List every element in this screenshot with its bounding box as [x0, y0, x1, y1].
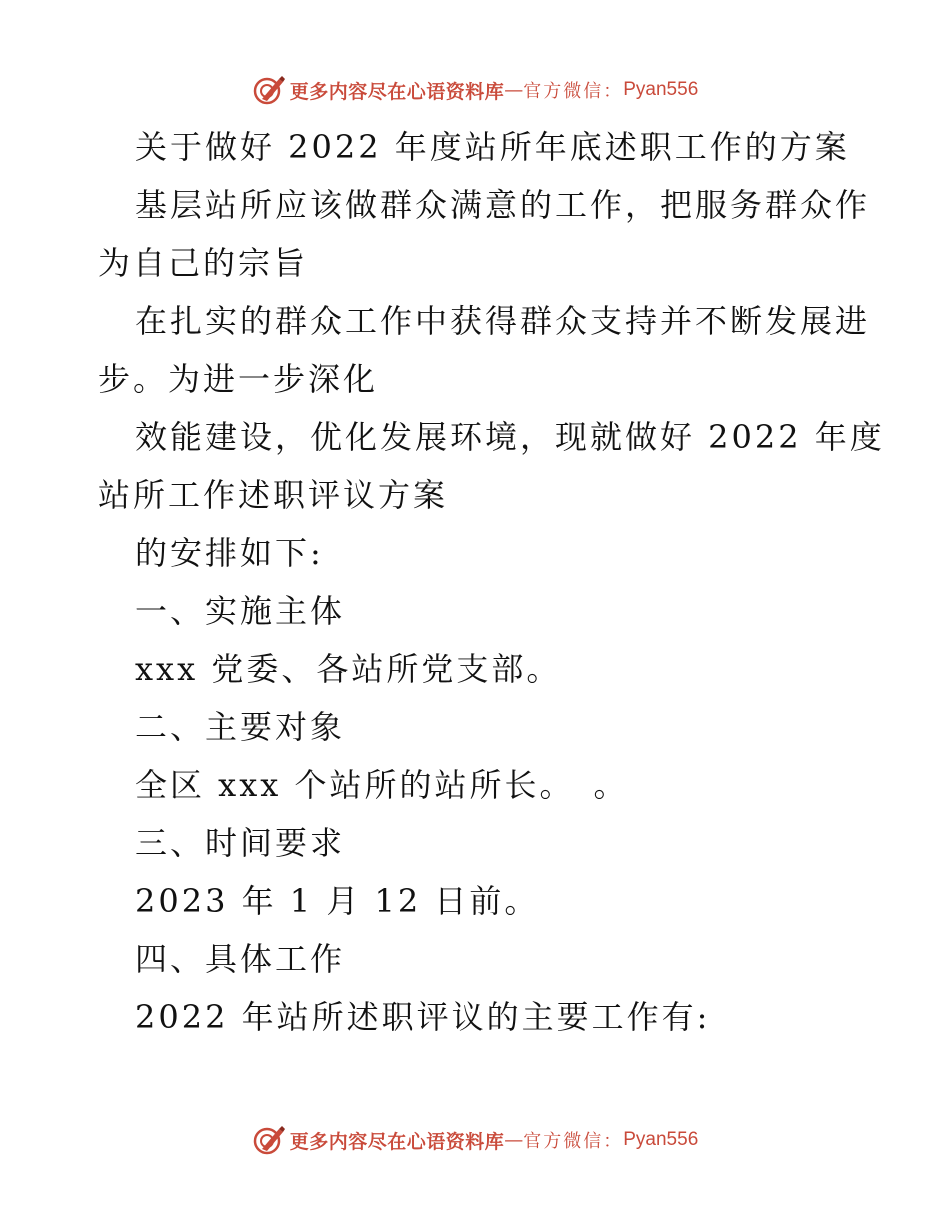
- watermark-separator: —: [504, 1129, 524, 1151]
- watermark-label: 官方微信：: [523, 1131, 624, 1152]
- document-line: 关于做好 2022 年度站所年底述职工作的方案: [135, 128, 850, 166]
- footer-watermark: [0, 1120, 950, 1160]
- watermark-brand: 更多内容尽在心语资料库: [289, 80, 505, 103]
- watermark-brand: 更多内容尽在心语资料库: [289, 1130, 505, 1153]
- document-line: 站所工作述职评议方案: [98, 476, 449, 514]
- document-line: 一、实施主体: [135, 592, 346, 630]
- watermark-id: Pyan556: [623, 1129, 699, 1150]
- document-line: 基层站所应该做群众满意的工作，把服务群众作: [135, 186, 871, 224]
- document-line: 四、具体工作: [135, 940, 346, 978]
- document-line: 为自己的宗旨: [98, 244, 309, 282]
- document-line: 在扎实的群众工作中获得群众支持并不断发展进: [135, 302, 871, 340]
- document-line: 的安排如下:: [135, 534, 324, 572]
- watermark-id: Pyan556: [623, 79, 699, 100]
- document-line: 2022 年站所述职评议的主要工作有:: [135, 998, 711, 1036]
- document-line: 2023 年 1 月 12 日前。: [135, 882, 540, 920]
- pen-logo-icon: [252, 1123, 286, 1157]
- document-line: 二、主要对象: [135, 708, 346, 746]
- watermark-separator: —: [504, 79, 524, 101]
- document-line: 三、时间要求: [135, 824, 346, 862]
- document-body: [98, 118, 885, 1046]
- document-line: xxx 党委、各站所党支部。: [135, 650, 562, 688]
- document-line: 全区 xxx 个站所的站所长。 。: [135, 766, 629, 804]
- watermark-label: 官方微信：: [523, 81, 624, 102]
- document-line: 步。为进一步深化: [98, 360, 379, 398]
- document-line: 效能建设，优化发展环境，现就做好 2022 年度: [135, 418, 885, 456]
- pen-logo-icon: [252, 73, 286, 107]
- header-watermark: [0, 70, 950, 110]
